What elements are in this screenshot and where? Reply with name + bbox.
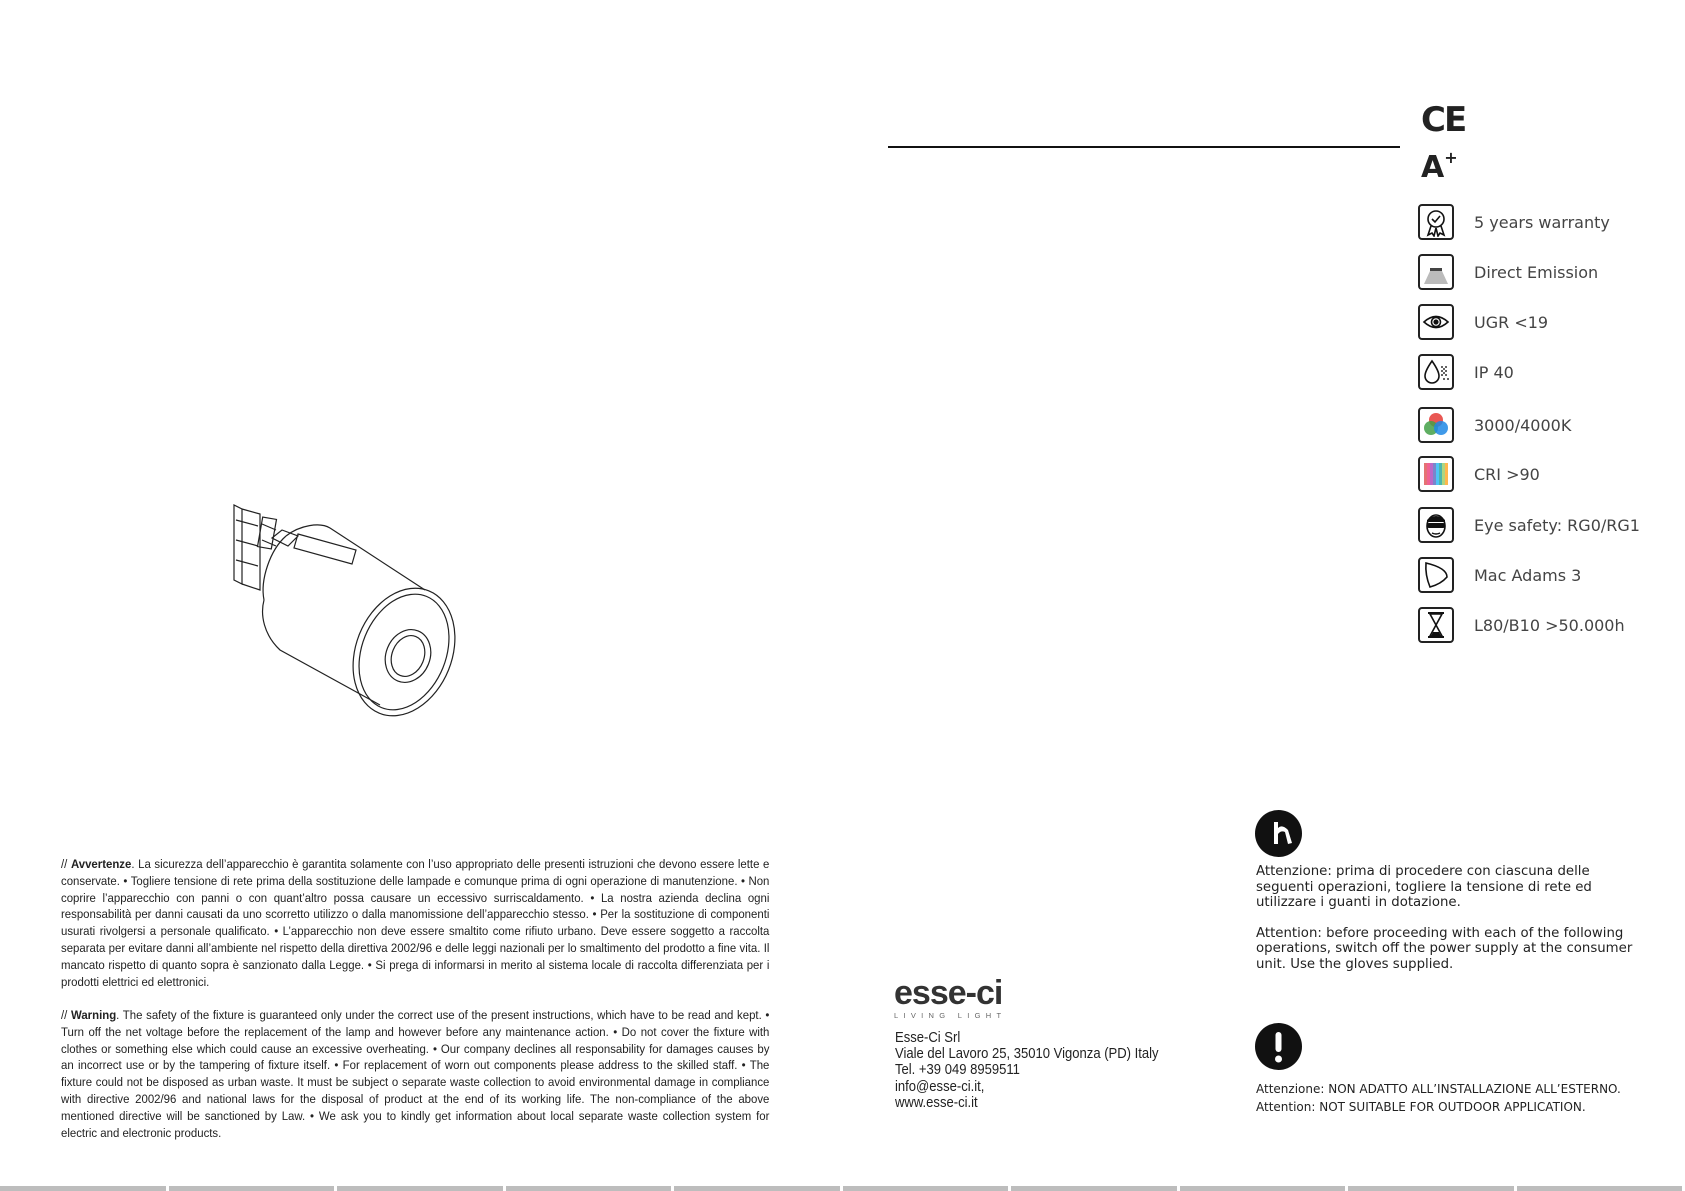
water-drop-ip-icon [1418,354,1454,390]
direct-emission-icon [1418,254,1454,290]
hand-gloves-icon [1255,810,1302,857]
spec-cri [1418,454,1540,494]
spec-direct-emission [1418,252,1598,292]
warranty-badge-icon [1418,204,1454,240]
title-divider [888,146,1400,148]
warning-body-it: . La sicurezza dell’apparecchio è garantita solamente con l’uso appropriato delle presenti istruzioni che devono essere lette e conservate. • Togliere tensione di rete prima della sostituzione delle lampade e comunque prima di ogni operazione di manutenzione. • Non coprire l’apparecchio con panni o con quant’altro possa causare un eccessivo surriscaldamento. • La nostra azienda declina ogni responsabilità per danni causati da uno scorretto utilizzo o dalla manomissione dell’apparecchio stesso. • Per la sostituzione di componenti usurati rivolgersi a personale qualificato. • L’apparecchio non deve essere smaltito come rifiuto urbano. Deve essere soggetto a raccolta separata per evitare danni all’ambiente nel rispetto della direttiva 2002/96 e delle leggi nazionali per lo smaltimento del prodotto a fine vita. Il mancato rispetto di quanto sopra è sanzionato dalla Legge. • Si prega di informarsi in merito al sistema locale di raccolta differenziata per i prodotti elettrici ed elettronici. [61,857,770,989]
energy-class-plus: + [1444,148,1458,167]
spec-label: Mac Adams 3 [1474,565,1582,585]
warning-text-en [61,1007,769,1141]
color-temperature-icon [1418,407,1454,443]
spec-lifetime [1418,605,1625,645]
warning-prefix-en: // [61,1008,72,1022]
company-email: info@esse-ci.it, [895,1078,985,1095]
spec-eye-safety [1418,505,1640,545]
attention-gloves-it: Attenzione: prima di procedere con ciascuna delle seguenti operazioni, togliere la tensione di rete ed utilizzare i guanti in dotazione. [1256,864,1592,910]
spec-label: Eye safety: RG0/RG1 [1474,515,1640,535]
spec-label: 5 years warranty [1474,212,1610,232]
page-bottom-border [0,1186,1685,1191]
spec-macadam [1418,555,1581,595]
logo-tagline: LIVING LIGHT [894,1011,1007,1020]
company-logo [894,976,1006,1020]
company-website: www.esse-ci.it [895,1094,978,1111]
product-drawing [220,500,480,730]
warning-text-it [61,856,769,990]
attention-outdoor-it: Attenzione: NON ADATTO ALL’INSTALLAZIONE ALL’ESTERNO. [1256,1082,1621,1096]
attention-outdoor-en: Attention: NOT SUITABLE FOR OUTDOOR APPLICATION. [1256,1100,1586,1114]
cri-color-bars-icon [1418,456,1454,492]
eye-safety-goggles-icon [1418,507,1454,543]
spec-label: IP 40 [1474,362,1514,382]
spec-label: CRI >90 [1474,464,1540,484]
warning-prefix-it: // [61,857,71,871]
attention-gloves-en: Attention: before proceeding with each of the following operations, switch off the power supply at the consumer unit. Use the gloves supplied. [1256,925,1633,972]
spec-label: Direct Emission [1474,262,1599,282]
company-info [895,1030,1159,1111]
attention-outdoor [1256,1080,1621,1116]
energy-class-mark [1421,150,1458,185]
attention-gloves [1256,864,1646,987]
spec-warranty [1418,202,1610,242]
spec-label: UGR <19 [1474,312,1549,332]
exclamation-icon [1255,1023,1302,1070]
warning-title-en: Warning [71,1008,117,1022]
company-name: Esse-Ci Srl [895,1030,961,1046]
spec-label: 3000/4000K [1474,415,1572,435]
spec-ugr [1418,302,1548,342]
hourglass-icon [1418,607,1454,643]
spec-ip [1418,352,1514,392]
ce-mark: CE [1421,100,1466,140]
warning-title-it: Avvertenze [70,857,132,871]
logo-wordmark: esse-ci [894,974,1003,1012]
macadam-ellipse-icon [1418,557,1454,593]
company-phone: Tel. +39 049 8959511 [895,1062,1020,1079]
company-address: Viale del Lavoro 25, 35010 Vigonza (PD) Italy [895,1046,1159,1063]
warning-body-en: . The safety of the fixture is guaranteed only under the correct use of the present instructions, which have to be read and kept. • Turn off the net voltage before the replacement of the lamp and however before any maintenance action. • Do not cover the fixture with clothes or something else which could cause an excessive overheating. • Our company declines all responsability for damages causes by an incorrect use or by the tampering of fixture itself. • For replacement of worn out components please address to the skilled staff. • The fixture could not be disposed as urban waste. It must be subject o separate waste collection to avoid environmental damage in compliance with directive 2002/96 and national laws for the disposal of product at the end of its working life. The non-compliance of the above mentioned directive will be sanctioned by Law. • We ask you to kindly get information about local separate waste collection system for electric and electronic products. [61,1008,770,1140]
spec-label: L80/B10 >50.000h [1474,615,1625,635]
energy-class-letter: A [1421,150,1445,185]
eye-icon [1418,304,1454,340]
spec-color-temperature [1418,405,1571,445]
